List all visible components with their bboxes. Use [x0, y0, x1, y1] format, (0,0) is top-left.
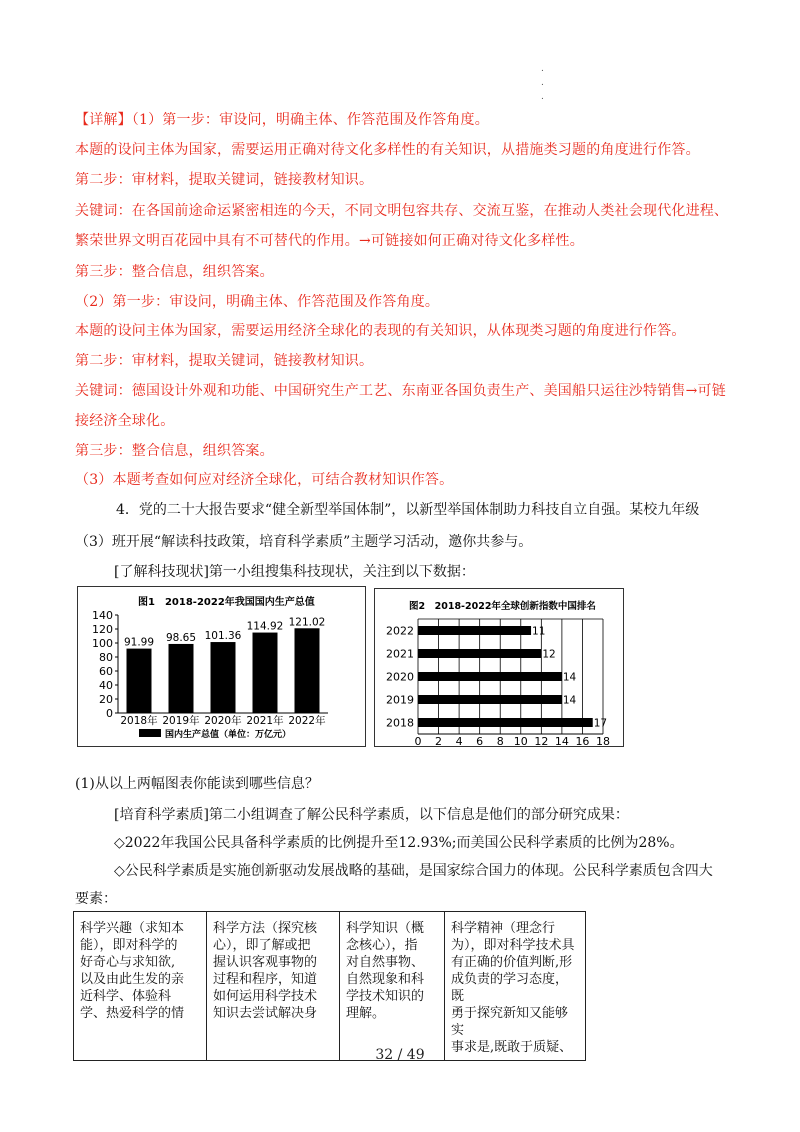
x-tick-label: 2018年: [120, 715, 158, 727]
explanation-line: 接经济全球化。: [75, 413, 175, 429]
bar-value-label: 11: [532, 625, 546, 638]
x-tick-label: 12: [534, 735, 549, 746]
x-tick-label: 18: [596, 735, 610, 746]
explanation-line: 第二步：审材料，提取关键词，链接教材知识。: [75, 353, 374, 369]
bar-value-label: 101.36: [204, 630, 242, 643]
y-tick-label: 2021: [386, 647, 414, 661]
x-tick-label: 16: [575, 735, 590, 746]
element-cell-method: 科学方法（探究核 心），即了解或把 握认识客观事物的 过程和程序，知道 如何运用科学技术 知识去尝试解决身: [207, 912, 340, 1061]
bar-value-label: 98.65: [165, 631, 197, 644]
y-tick-label: 100: [92, 637, 113, 650]
y-tick-label: 20: [99, 693, 113, 706]
explanation-line: 本题的设问主体为国家，需要运用经济全球化的表现的有关知识，从体现类习题的角度进行作答。: [75, 323, 686, 339]
x-tick-label: 14: [554, 735, 569, 746]
explanation-line: 【详解】（1）第一步：审设问，明确主体、作答范围及作答角度。: [75, 112, 489, 128]
element-cell-interest: 科学兴趣（求知本 能），即对科学的 好奇心与求知欲, 以及由此生发的亲 近科学、体验科 学、热爱科学的情: [74, 912, 207, 1061]
table-row: [74, 912, 586, 1061]
bar: [418, 695, 562, 704]
y-tick-label: 40: [99, 679, 113, 692]
bar: [418, 649, 541, 658]
legend-swatch: [139, 729, 161, 737]
explanation-line: 繁荣世界文明百花园中具有不可替代的作用。→可链接如何正确对待文化多样性。: [75, 233, 584, 249]
y-tick-label: 140: [92, 609, 113, 622]
science-elements-table: [73, 911, 586, 1061]
x-tick-label: 4: [455, 735, 463, 746]
research-point-2-cont: 要素：: [75, 891, 117, 907]
bar-value-label: 14: [562, 671, 577, 684]
chart-legend: 国内生产总值（单位：万亿元）: [165, 730, 292, 740]
bar-value-label: 114.92: [246, 620, 284, 633]
x-tick-label: 2021年: [246, 715, 284, 727]
innovation-rank-chart: [374, 588, 624, 747]
y-tick-label: 0: [106, 707, 113, 720]
page-number: 32 / 49: [375, 1047, 425, 1063]
chart-title: 图1 2018-2022年我国国内生产总值: [138, 597, 315, 608]
explanation-line: 第三步：整合信息，组织答案。: [75, 443, 274, 459]
bar: [418, 626, 531, 635]
explanation-line: 第三步：整合信息，组织答案。: [75, 264, 274, 280]
x-tick-label: 2022年: [288, 715, 326, 727]
bar: [169, 644, 194, 713]
explanation-line: 关键词：在各国前途命运紧密相连的今天，不同文明包容共存、交流互鉴，在推动人类社会现代化进程、: [75, 203, 729, 219]
question-line-1: 4．党的二十大报告要求“健全新型举国体制”，以新型举国体制助力科技自立自强。某校九年级: [116, 502, 700, 518]
bar: [295, 628, 320, 713]
bar: [211, 642, 236, 713]
y-tick-label: 2022: [386, 624, 414, 638]
y-tick-label: 60: [99, 665, 113, 678]
x-tick-label: 10: [513, 735, 528, 746]
bar: [418, 718, 593, 727]
bar-value-label: 17: [593, 717, 608, 730]
y-tick-label: 120: [92, 623, 113, 636]
x-tick-label: 0: [414, 735, 422, 746]
bar-value-label: 121.02: [288, 616, 326, 629]
question-line-3: [了解科技现状]第一小组搜集科技现状，关注到以下数据：: [114, 564, 475, 580]
sub-question-1: (1)从以上两幅图表你能读到哪些信息？: [75, 776, 319, 792]
bar-value-label: 12: [542, 648, 556, 661]
element-cell-spirit: 科学精神（理念行 为），即对科学技术具 有正确的价值判断,形 成负责的学习态度，既 勇于探究新知又能够实 事求是,既敢于质疑、: [445, 912, 586, 1061]
bar: [253, 633, 278, 713]
x-tick-label: 6: [476, 735, 484, 746]
y-tick-label: 80: [99, 651, 113, 664]
innovation-rank-chart-svg: [375, 589, 623, 746]
chart-title: 图2 2018-2022年全球创新指数中国排名: [409, 601, 596, 612]
bar: [127, 649, 152, 713]
y-tick-label: 2020: [386, 670, 414, 684]
x-tick-label: 2019年: [162, 715, 200, 727]
explanation-line: 关键词：德国设计外观和功能、中国研究生产工艺、东南亚各国负责生产、美国船只运往沙特销售→可链: [75, 383, 726, 399]
research-intro: [培育科学素质]第二小组调查了解公民科学素质，以下信息是他们的部分研究成果：: [114, 807, 629, 823]
x-tick-label: 8: [496, 735, 504, 746]
element-cell-knowledge: 科学知识（概 念核心），指 对自然事物、 自然现象和科 学技术知识的 理解。: [340, 912, 445, 1061]
explanation-line: 本题的设问主体为国家，需要运用正确对待文化多样性的有关知识，从措施类习题的角度进行作答。: [75, 142, 700, 158]
explanation-line: 第二步：审材料，提取关键词，链接教材知识。: [75, 172, 374, 188]
research-point-2: ◇公民科学素质是实施创新驱动发展战略的基础，是国家综合国力的体现。公民科学素质包含四大: [114, 863, 713, 879]
header-dots: . . .: [541, 64, 544, 102]
x-tick-label: 2020年: [204, 715, 242, 727]
bar-value-label: 91.99: [123, 636, 155, 649]
x-tick-label: 2: [435, 735, 443, 746]
explanation-line: （3）本题考查如何应对经济全球化，可结合教材知识作答。: [75, 472, 454, 488]
gdp-bar-chart-svg: [78, 587, 365, 746]
question-line-2: （3）班开展“解读科技政策，培育科学素质”主题学习活动，邀你共参与。: [75, 534, 533, 550]
explanation-line: （2）第一步：审设问，明确主体、作答范围及作答角度。: [75, 294, 440, 310]
bar-value-label: 14: [562, 694, 577, 707]
research-point-1: ◇2022年我国公民具备科学素质的比例提升至12.93%;而美国公民科学素质的比例为28%。: [114, 835, 684, 851]
bar: [418, 672, 562, 681]
gdp-bar-chart: [77, 586, 366, 747]
y-tick-label: 2018: [386, 716, 414, 730]
y-tick-label: 2019: [386, 693, 414, 707]
